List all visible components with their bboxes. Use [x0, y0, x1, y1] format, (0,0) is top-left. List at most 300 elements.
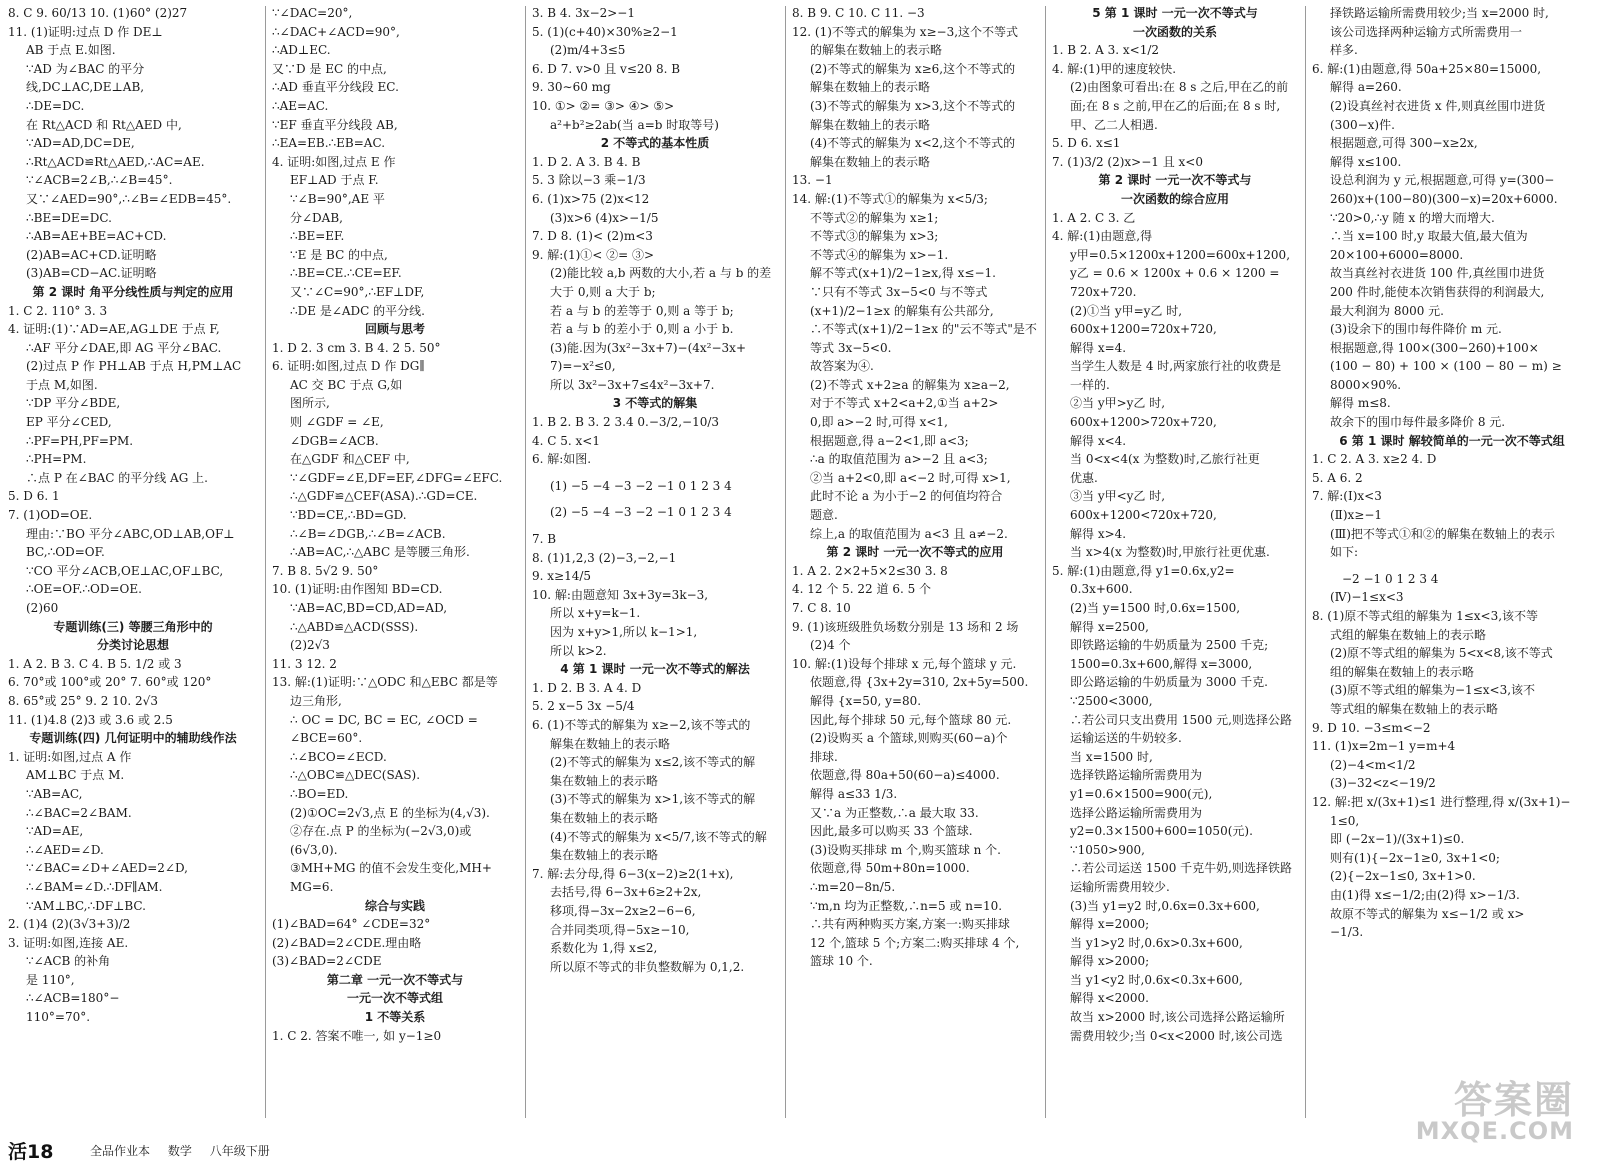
answer-line: 720x+720. [1070, 284, 1137, 299]
answer-line: ∵E 是 BC 的中点, [290, 247, 388, 262]
answer-line: 对于不等式 x+2<a+2,①当 a+2> [810, 396, 999, 411]
answer-line: ∴∠AED=∠D. [26, 842, 104, 857]
answer-line: (3)能.因为(3x²−3x+7)−(4x²−3x+ [550, 340, 746, 355]
answer-line: 所以原不等式的非负整数解为 0,1,2. [550, 959, 745, 974]
answer-line: 5. 解:(1)由题意,得 y1=0.6x,y2= [1052, 563, 1235, 578]
answer-line: 10. 解:(1)设每个排球 x 元,每个篮球 y 元. [792, 656, 1017, 671]
answer-line: 在△GDF 和△CEF 中, [290, 452, 410, 467]
answer-line: (Ⅲ)把不等式①和②的解集在数轴上的表示 [1330, 526, 1555, 541]
answer-line: 12. 解:把 x/(3x+1)≤1 进行整理,得 x/(3x+1)− [1312, 794, 1571, 809]
answer-line: 运输所需费用较少. [1070, 879, 1170, 894]
answer-line: 最大利润为 8000 元. [1330, 303, 1444, 318]
answer-line: ∴DE 是∠ADC 的平分线. [290, 303, 425, 318]
answer-line: 5. D 6. x≤1 [1052, 136, 1121, 151]
answer-line: (4)不等式的解集为 x<5/7,该不等式的解 [550, 829, 767, 844]
answer-line: ∴BE=CE.∴CE=EF. [290, 266, 402, 281]
answer-line: ∴PF=PH,PF=PM. [26, 433, 134, 448]
answer-line: 9. (1)该班级胜负场数分别是 13 场和 2 场 [792, 619, 1019, 634]
answer-line: 去括号,得 6−3x+6≥2+2x, [550, 885, 702, 900]
answer-line: ∴点 P 在∠BAC 的平分线 AG 上. [26, 470, 208, 485]
answer-line: 4. C 5. x<1 [532, 433, 600, 448]
section-heading: 4 第 1 课时 一元一次不等式的解法 [560, 662, 750, 677]
answer-line: 6. 70°或 100°或 20° 7. 60°或 120° [8, 675, 212, 690]
book-grade: 八年级下册 [209, 1144, 270, 1158]
answer-line: ∵AD=AE, [26, 824, 84, 839]
column-5 [1052, 4, 1298, 1126]
answer-line: 又∵D 是 EC 的中点, [272, 61, 387, 76]
page-footer [0, 1135, 1600, 1165]
answer-line: 解得 x>2000; [1070, 954, 1150, 969]
answer-line: 甲、乙二人相遇. [1070, 117, 1158, 132]
answer-line: 依题意,得 80a+50(60−a)≤4000. [810, 768, 1000, 783]
answer-line: 8. 65°或 25° 9. 2 10. 2√3 [8, 693, 158, 708]
column-2 [272, 4, 518, 1126]
answer-line: ∴若公司运送 1500 千克牛奶,则选择铁路 [1070, 861, 1292, 876]
answer-line: 解得 a=260. [1330, 80, 1402, 95]
answer-line: 200 件时,能使本次销售获得的利润最大, [1330, 284, 1545, 299]
answer-line: 即 (−2x−1)/(3x+1)≤0. [1330, 832, 1465, 847]
section-heading: 一次函数的综合应用 [1120, 191, 1229, 206]
answer-line: 设总利润为 y 元,根据题意,可得 y=(300− [1330, 173, 1555, 188]
answer-line: 1. D 2. A 3. B 4. B [532, 154, 641, 169]
answer-line: (100 − 80) + 100 × (100 − 80 − m) ≥ [1330, 359, 1562, 374]
answer-line: ∵∠ACB=2∠B,∴∠B=45°. [26, 173, 173, 188]
answer-line: 优惠. [1070, 470, 1098, 485]
answer-line: 一样的. [1070, 377, 1110, 392]
answer-line: (2)过点 P 作 PH⊥AB 于点 H,PM⊥AC [26, 359, 242, 374]
answer-line: 5. 3 除以−3 乘−1/3 [532, 173, 646, 188]
answer-line: ∴AB=AE+BE=AC+CD. [26, 229, 167, 244]
answer-line: 8000×90%. [1330, 377, 1402, 392]
answer-line: EF⊥AD 于点 F. [290, 173, 379, 188]
watermark-title: 答案圈 [1453, 1078, 1574, 1122]
answer-line: ∵AB=AC, [26, 786, 83, 801]
answer-line: 1. C 2. 答案不唯一, 如 y−1≥0 [272, 1028, 442, 1043]
answer-line: ∵AB=AC,BD=CD,AD=AD, [290, 601, 448, 615]
answer-line: ∴△OBC≌△DEC(SAS). [290, 768, 421, 783]
section-heading: 5 第 1 课时 一元一次不等式与 [1092, 6, 1258, 20]
answer-line: 解得 x≤100. [1330, 154, 1402, 169]
answer-line: ∴AB=AC,∴△ABC 是等腰三角形. [290, 545, 470, 560]
column-divider [1305, 6, 1306, 1118]
answer-line: 该公司选择两种运输方式所需费用一 [1330, 24, 1523, 39]
answer-line: 集在数轴上的表示略 [550, 810, 659, 825]
answer-line: 600x+1200<720x+720, [1070, 508, 1217, 523]
answer-line: 600x+1200>720x+720, [1070, 415, 1217, 430]
answer-line: ∴AE=AC. [272, 98, 329, 113]
answer-line: 1. D 2. 3 cm 3. B 4. 2 5. 50° [272, 340, 441, 355]
answer-line: 图所示, [290, 396, 330, 411]
answer-line: 3. B 4. 3x−2>−1 [532, 6, 635, 20]
answer-line: ∴OE=OF.∴OD=OE. [26, 582, 142, 597]
answer-line: 1. B 2. B 3. 2 3.4 0.−3/2,−10/3 [532, 415, 720, 430]
answer-line: (1) −5 −4 −3 −2 −1 0 1 2 3 4 [550, 478, 732, 493]
answer-line: 排球. [810, 749, 838, 764]
answer-line: 解集在数轴上的表示略 [550, 736, 671, 751]
answer-line: 7. C 8. 10 [792, 601, 851, 615]
section-heading: 1 不等关系 [364, 1010, 426, 1025]
column-6 [1312, 4, 1592, 1126]
answer-line: 5. (1)(c+40)×30%≥2−1 [532, 24, 678, 39]
answer-line: 当 0<x<4(x 为整数)时,乙旅行社更 [1070, 452, 1260, 467]
answer-line: 4. 解:(1)由题意,得 [1052, 229, 1153, 244]
column-divider [525, 6, 526, 1118]
column-3 [532, 4, 778, 1126]
answer-line: (3)当 y1=y2 时,0.6x=0.3x+600, [1070, 898, 1260, 913]
section-heading: 一次函数的关系 [1132, 24, 1217, 39]
answer-line: −1/3. [1330, 925, 1364, 940]
answer-line: 组的解集在数轴上的表示略 [1330, 664, 1475, 679]
answer-line: (3)∠BAD=2∠CDE [272, 954, 382, 969]
answer-line: 6. (1)x>75 (2)x<12 [532, 191, 650, 206]
answer-line: 若 a 与 b 的差小于 0,则 a 小于 b. [550, 322, 734, 337]
answer-line: (6√3,0). [290, 842, 338, 857]
answer-line: 13. 解:(1)证明:∵△ODC 和△EBC 都是等 [272, 675, 498, 690]
answer-line: 择铁路运输所需费用较少;当 x=2000 时, [1330, 6, 1549, 20]
answer-line: 1. C 2. 110° 3. 3 [8, 303, 108, 318]
answer-line: 1≤0, [1330, 813, 1360, 828]
answer-line: 解得 m≤8. [1330, 396, 1391, 411]
answer-line: ∴∠BCO=∠ECD. [290, 749, 387, 764]
section-heading: 分类讨论思想 [96, 638, 169, 653]
answer-line: 在 Rt△ACD 和 Rt△AED 中, [26, 117, 182, 132]
answer-line: 如下: [1330, 545, 1359, 560]
answer-line: (2)AB=AC+CD.证明略 [26, 247, 157, 262]
answer-line: ∴Rt△ACD≌Rt△AED,∴AC=AE. [26, 154, 205, 169]
answer-line: ∵1050>900, [1070, 842, 1145, 857]
answer-line: 110°=70°. [26, 1010, 91, 1025]
answer-line: (2)m/4+3≤5 [550, 43, 626, 58]
answer-line: ∵AM⊥BC,∴DF⊥BC. [26, 898, 146, 913]
answer-line: 当 x=1500 时, [1070, 749, 1153, 764]
answer-line: 所以 k>2. [550, 643, 607, 658]
answer-line: (3)AB=CD−AC.证明略 [26, 266, 157, 281]
answer-line: ∴共有两种购买方案,方案一:购买排球 [810, 917, 1010, 932]
answer-line: 不等式③的解集为 x>3; [810, 229, 939, 244]
answer-line: 样多. [1330, 43, 1358, 58]
answer-line: 故当 x>2000 时,该公司选择公路运输所 [1070, 1010, 1285, 1025]
answer-line: ∴∠B=∠DGB,∴∠B=∠ACB. [290, 526, 446, 541]
answer-line: MG=6. [290, 879, 334, 894]
answer-line: (2)能比较 a,b 两数的大小,若 a 与 b 的差 [550, 266, 772, 281]
answer-line: (x+1)/2−1≥x 的解集有公共部分, [810, 303, 994, 318]
answer-line: 所以 x+y=k−1. [550, 606, 641, 621]
answer-line: 是 110°, [26, 972, 75, 987]
answer-line: 13. −1 [792, 173, 833, 188]
answer-line: (2)当 y=1500 时,0.6x=1500, [1070, 601, 1241, 615]
answer-line: 1. A 2. B 3. C 4. B 5. 1/2 或 3 [8, 656, 182, 671]
answer-line: 6. 解:(1)由题意,得 50a+25×80=15000, [1312, 61, 1542, 76]
answer-line: 7. D 8. (1)< (2)m<3 [532, 229, 653, 244]
answer-line: 1500=0.3x+600,解得 x=3000, [1070, 656, 1253, 671]
answer-line: 当学生人数是 4 时,两家旅行社的收费是 [1070, 359, 1282, 374]
answer-line: 20×100+6000=8000. [1330, 247, 1464, 262]
answer-line: ∵2500<3000, [1070, 693, 1153, 708]
answer-line: 不等式④的解集为 x>−1. [810, 247, 949, 262]
answer-line: 篮球 10 个. [810, 954, 873, 969]
answer-line: 集在数轴上的表示略 [550, 773, 659, 788]
answer-line: 因为 x+y>1,所以 k−1>1, [550, 625, 698, 639]
answer-line: y2=0.3×1500+600=1050(元). [1070, 824, 1253, 839]
answer-line: AB 于点 E.如图. [26, 43, 116, 58]
answer-line: 7)=−x²≤0, [550, 359, 616, 374]
answer-line: (3)原不等式组的解集为−1≤x<3,该不 [1330, 683, 1536, 698]
answer-line: (3)设购买排球 m 个,购买篮球 n 个. [810, 842, 1001, 857]
answer-line: 1. B 2. A 3. x<1/2 [1052, 43, 1160, 58]
answer-line: 9. D 10. −3≤m<−2 [1312, 720, 1431, 735]
answer-line [532, 469, 778, 477]
answer-line: 所以 3x²−3x+7≤4x²−3x+7. [550, 377, 715, 392]
answer-line: 8. C 9. 60/13 10. (1)60° (2)27 [8, 6, 188, 20]
answer-line: 8. (1)1,2,3 (2)−3,−2,−1 [532, 550, 677, 565]
answer-line: 由(1)得 x≤−1/2;由(2)得 x>−1/3. [1330, 887, 1520, 902]
answer-line: 故当真丝衬衣进货 100 件,真丝围巾进货 [1330, 266, 1545, 281]
answer-line: 解得 x=2000; [1070, 917, 1150, 932]
answer-line: −2 −1 0 1 2 3 4 [1342, 571, 1439, 586]
answer-line: 6. D 7. v>0 且 v≤20 8. B [532, 61, 681, 76]
answer-line: 10. 解:由题意知 3x+3y=3k−3, [532, 587, 709, 602]
section-heading: 2 不等式的基本性质 [600, 136, 710, 151]
answer-line: 此时不论 a 为小于−2 的何值均符合 [810, 489, 1003, 504]
answer-line: ②当 a+2<0,即 a<−2 时,可得 x>1, [810, 470, 1011, 485]
answer-line: 5. D 6. 1 [8, 489, 60, 504]
answer-line: 4. 12 个 5. 22 道 6. 5 个 [792, 582, 932, 597]
answer-line: 边三角形, [290, 693, 342, 708]
answer-line: 1. 证明:如图,过点 A 作 [8, 749, 132, 764]
section-heading: 6 第 1 课时 解较简单的一元一次不等式组 [1339, 433, 1565, 448]
answer-line: 选择铁路运输所需费用为 [1070, 768, 1203, 783]
answer-line: ∴AD 垂直平分线段 EC. [272, 80, 399, 95]
answer-line: 7. 解:(Ⅰ)x<3 [1312, 489, 1382, 504]
answer-line: ∵EF 垂直平分线段 AB, [272, 117, 398, 132]
answer-line: 则有(1){−2x−1≥0, 3x+1<0; [1330, 850, 1500, 865]
answer-line: (2)原不等式组的解集为 5<x<8,该不等式 [1330, 646, 1553, 661]
answer-line: 集在数轴上的表示略 [550, 848, 659, 863]
answer-line: ∴AD⊥EC. [272, 43, 331, 58]
answer-line: 根据题意,得 100×(300−260)+100× [1330, 340, 1539, 355]
answer-line: 的解集在数轴上的表示略 [810, 43, 943, 58]
answer-line: ∵∠DAC=20°, [272, 6, 353, 20]
section-heading: 专题训练(三) 等腰三角形中的 [53, 619, 213, 634]
answer-line: (2)不等式的解集为 x≤2,该不等式的解 [550, 755, 756, 770]
answer-line: 当 y1<y2 时,0.6x<0.3x+600, [1070, 972, 1243, 987]
answer-line: ∴若公司只支出费用 1500 元,则选择公路 [1070, 712, 1292, 727]
answer-line: (3)x>6 (4)x>−1/5 [550, 210, 659, 225]
column-divider [265, 6, 266, 1118]
answer-line: 依题意,得 50m+80n=1000. [810, 861, 970, 876]
answer-line: 若 a 与 b 的差等于 0,则 a 等于 b; [550, 303, 734, 318]
answer-line: ③当 y甲<y乙 时, [1070, 489, 1166, 504]
answer-line: 12. (1)不等式的解集为 x≥−3,这个不等式 [792, 24, 1019, 39]
book-info [90, 1142, 284, 1159]
answer-line: (2)不等式的解集为 x≥6,这个不等式的 [810, 61, 1016, 76]
column-4 [792, 4, 1038, 1126]
answer-line: ∵∠B=90°,AE 平 [290, 191, 385, 206]
section-heading: 回顾与思考 [364, 322, 425, 337]
answer-line: 1. A 2. 2×2+5×2≤30 3. 8 [792, 563, 948, 578]
answer-line: 大于 0,则 a 大于 b; [550, 284, 656, 299]
answer-line: (2)①当 y甲=y乙 时, [1070, 303, 1183, 318]
answer-line: 11. (1)4.8 (2)3 或 3.6 或 2.5 [8, 712, 173, 727]
answer-line: 11. 3 12. 2 [272, 656, 337, 671]
answer-line: 即公路运输的牛奶质量为 3000 千克. [1070, 675, 1268, 690]
answer-line: 10. (1)证明:由作图知 BD=CD. [272, 582, 443, 597]
answer-line: 7. B [532, 532, 557, 547]
answer-line: ∴BE=DE=DC. [26, 210, 112, 225]
answer-line: (2)设真丝衬衣进货 x 件,则真丝围巾进货 [1330, 98, 1546, 113]
answer-line: 即铁路运输的牛奶质量为 2500 千克; [1070, 638, 1269, 653]
answer-line: 面;在 8 s 之前,甲在乙的后面;在 8 s 时, [1070, 98, 1281, 113]
answer-line: ∵DP 平分∠BDE, [26, 396, 121, 411]
column-1 [8, 4, 258, 1126]
answer-line: ∴∠DAC+∠ACD=90°, [272, 24, 400, 39]
answer-line: 选择公路运输所需费用为 [1070, 805, 1203, 820]
answer-line: ∵只有不等式 3x−5<0 与不等式 [810, 284, 988, 299]
answer-line: 7. B 8. 5√2 9. 50° [272, 563, 379, 578]
section-heading: 第 2 课时 一元一次不等式的应用 [826, 545, 1004, 560]
answer-line: ∴BO=ED. [290, 786, 349, 801]
answer-line: ∵∠GDF=∠E,DF=EF,∠DFG=∠EFC. [290, 470, 503, 485]
answer-line: ∵AD 为∠BAC 的平分 [26, 61, 145, 76]
answer-line: ∴△ABD≌△ACD(SSS). [290, 619, 419, 634]
answer-line: (2)不等式 x+2≥a 的解集为 x≥a−2, [810, 377, 1010, 392]
answer-line: (1)∠BAD=64° ∠CDE=32° [272, 917, 431, 932]
answer-line: (2)4 个 [810, 638, 851, 653]
answer-line: 解集在数轴上的表示略 [810, 80, 931, 95]
answer-line: ∴PH=PM. [26, 452, 87, 467]
answer-line: ∴不等式(x+1)/2−1≥x 的"云不等式"是不 [810, 322, 1037, 337]
answer-line [532, 495, 778, 503]
answer-line: 线,DC⊥AC,DE⊥AB, [26, 80, 145, 95]
answer-line: 1. A 2. C 3. 乙 [1052, 210, 1136, 225]
section-heading: 第二章 一元一次不等式与 [326, 972, 464, 987]
answer-line: 式组的解集在数轴上的表示略 [1330, 627, 1487, 642]
answer-line: 8. (1)原不等式组的解集为 1≤x<3,该不等 [1312, 609, 1539, 623]
answer-line: (4)不等式的解集为 x<2,这个不等式的 [810, 136, 1016, 151]
answer-line: ∴∠BAC=2∠BAM. [26, 805, 132, 820]
answer-line: 5. A 6. 2 [1312, 470, 1363, 485]
answer-line: (3)−32<z<−19/2 [1330, 776, 1436, 791]
answer-line: 当 y1>y2 时,0.6x>0.3x+600, [1070, 935, 1243, 950]
answer-line: 解得 x=4. [1070, 340, 1127, 355]
answer-line: 解得 x<4. [1070, 433, 1127, 448]
answer-line: 于点 M,如图. [26, 377, 98, 392]
answer-line: (Ⅱ)x≥−1 [1330, 508, 1383, 523]
answer-line: ∴DE=DC. [26, 98, 85, 113]
answer-line: 分∠DAB, [290, 210, 343, 225]
answer-line: AC 交 BC 于点 G,如 [290, 377, 403, 392]
answer-line: (2)由图象可看出:在 8 s 之后,甲在乙的前 [1070, 80, 1289, 95]
answer-line: ∴m=20−8n/5. [810, 879, 896, 894]
answer-line: 600x+1200=720x+720, [1070, 322, 1217, 337]
answer-line: 需费用较少;当 0<x<2000 时,该公司选 [1070, 1028, 1283, 1043]
answer-line: 4. 解:(1)甲的速度较快. [1052, 61, 1177, 76]
answer-line: 依题意,得 {3x+2y=310, 2x+5y=500. [810, 675, 1029, 690]
section-heading: 第 2 课时 角平分线性质与判定的应用 [32, 284, 234, 299]
answer-line: 1. C 2. A 3. x≥2 4. D [1312, 452, 1437, 467]
answer-line: 3. 证明:如图,连接 AE. [8, 935, 129, 950]
answer-line: 故余下的围巾每件最多降价 8 元. [1330, 415, 1506, 430]
answer-line: 4. 证明:如图,过点 E 作 [272, 154, 396, 169]
answer-line: 1. D 2. B 3. A 4. D [532, 680, 642, 695]
answer-line: 7. (1)OD=OE. [8, 508, 93, 523]
answer-line: 移项,得−3x−2x≥2−6−6, [550, 903, 696, 918]
answer-line: 解得 {x=50, y=80. [810, 693, 922, 708]
answer-line: ∴EA=EB.∴EB=AC. [272, 136, 386, 151]
answer-line: 又∵∠C=90°,∴EF⊥DF, [290, 284, 425, 299]
answer-line: 故原不等式的解集为 x≤−1/2 或 x> [1330, 906, 1525, 921]
answer-line: 6. 解:如图. [532, 452, 592, 467]
answer-line: 11. (1)证明:过点 D 作 DE⊥ [8, 24, 163, 39]
answer-line: (2)−4<m<1/2 [1330, 757, 1416, 772]
answer-line: 理由:∵BO 平分∠ABC,OD⊥AB,OF⊥ [26, 526, 235, 541]
answer-line: ∵CO 平分∠ACB,OE⊥AC,OF⊥BC, [26, 563, 224, 578]
watermark-url: MXQE.COM [1415, 1117, 1574, 1145]
answer-line: ∴∠ACB=180°− [26, 991, 120, 1006]
section-heading: 专题训练(四) 几何证明中的辅助线作法 [29, 731, 237, 746]
answer-line: ∴∠BAM=∠D.∴DF∥AM. [26, 879, 163, 894]
answer-line: 0,即 a>−2 时,可得 x<1, [810, 415, 948, 430]
answer-line: 4. 证明:(1)∵AD=AE,AG⊥DE 于点 F, [8, 322, 220, 337]
answer-line: ∠DGB=∠ACB. [290, 433, 379, 448]
answer-line: (3)设余下的围巾每件降价 m 元. [1330, 322, 1502, 337]
answer-line: (3)不等式的解集为 x>3,这个不等式的 [810, 98, 1016, 113]
answer-line: EP 平分∠CED, [26, 415, 112, 430]
answer-line [1312, 562, 1592, 570]
answer-line: 故答案为④. [810, 359, 874, 374]
answer-line: (2)∠BAD=2∠CDE.理由略 [272, 935, 422, 950]
answer-line: 因此,每个排球 50 元,每个篮球 80 元. [810, 712, 1012, 727]
answer-line: 解集在数轴上的表示略 [810, 154, 931, 169]
answer-line: 当 x>4(x 为整数)时,甲旅行社更优惠. [1070, 545, 1270, 560]
answer-line: 根据题意,可得 300−x≥2x, [1330, 136, 1478, 151]
answer-line: 6. 证明:如图,过点 D 作 DG∥ [272, 359, 425, 374]
watermark [1415, 1078, 1574, 1145]
answer-line: ∴当 x=100 时,y 取最大值,最大值为 [1330, 229, 1528, 244]
answer-line: 合并同类项,得−5x≥−10, [550, 922, 690, 937]
answer-line: 8. B 9. C 10. C 11. −3 [792, 6, 925, 20]
answer-line: 解得 x<2000. [1070, 991, 1149, 1006]
answer-line: BC,∴OD=OF. [26, 545, 105, 560]
answer-line: 0.3x+600. [1070, 582, 1133, 597]
answer-line: 260)x+(100−80)(300−x)=20x+6000. [1330, 191, 1558, 206]
answer-line: (2)2√3 [290, 638, 330, 653]
answer-line: 10. ①> ②= ③> ④> ⑤> [532, 98, 675, 113]
answer-line: 7. 解:去分母,得 6−3(x−2)≥2(1+x), [532, 866, 734, 881]
answer-line: (2)60 [26, 601, 59, 615]
answer-line: y乙 = 0.6 × 1200x + 0.6 × 1200 = [1070, 266, 1280, 281]
answer-line: ②当 y甲>y乙 时, [1070, 396, 1166, 411]
answer-line: (2) −5 −4 −3 −2 −1 0 1 2 3 4 [550, 505, 732, 520]
answer-line: 又∵a 为正整数,∴a 最大取 33. [810, 805, 979, 820]
answer-line: 5. 2 x−5 3x −5/4 [532, 699, 635, 714]
answer-line: (3)不等式的解集为 x>1,该不等式的解 [550, 792, 756, 807]
answer-line: ∵20>0,∴y 随 x 的增大而增大. [1330, 210, 1495, 225]
section-heading: 3 不等式的解集 [612, 396, 698, 411]
answer-line: 6. (1)不等式的解集为 x≥−2,该不等式的 [532, 717, 751, 732]
answer-line: 综上,a 的取值范围为 a<3 且 a≠−2. [810, 526, 1008, 541]
section-heading: 一元一次不等式组 [346, 991, 443, 1006]
answer-line: (2)①OC=2√3,点 E 的坐标为(4,√3). [290, 805, 490, 820]
answer-line: 9. 30∼60 mg [532, 80, 611, 95]
answer-line: y甲=0.5×1200x+1200=600x+1200, [1070, 247, 1291, 262]
answer-line: y1=0.6×1500=900(元), [1070, 786, 1213, 801]
answer-line: 则 ∠GDF = ∠E, [290, 415, 384, 430]
section-heading: 第 2 课时 一元一次不等式与 [1098, 173, 1252, 188]
answer-line: 9. 解:(1)①< ②= ③> [532, 247, 655, 262]
answer-line: (2){−2x−1≤0, 3x+1>0. [1330, 869, 1476, 884]
answer-line: ∴BE=EF. [290, 229, 345, 244]
